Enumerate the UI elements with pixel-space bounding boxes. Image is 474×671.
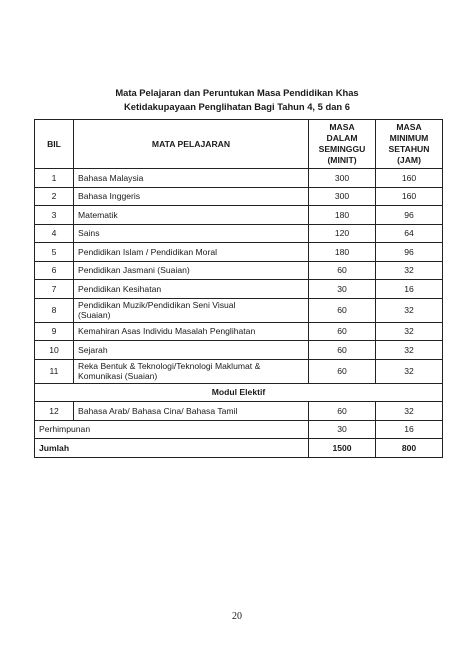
table-row bbox=[35, 187, 443, 206]
cell-yearly: 32 bbox=[376, 359, 443, 383]
cell-weekly: 300 bbox=[309, 169, 376, 188]
cell-weekly: 120 bbox=[309, 224, 376, 243]
cell-weekly: 60 bbox=[309, 261, 376, 280]
table-row bbox=[35, 206, 443, 225]
cell-subject: Perhimpunan bbox=[35, 420, 309, 439]
table-row bbox=[35, 280, 443, 299]
table-row bbox=[35, 243, 443, 262]
cell-yearly: 32 bbox=[376, 341, 443, 360]
cell-bil: 1 bbox=[35, 169, 74, 188]
total-weekly: 1500 bbox=[309, 439, 376, 458]
cell-bil: 4 bbox=[35, 224, 74, 243]
cell-weekly: 60 bbox=[309, 341, 376, 360]
table-row bbox=[35, 169, 443, 188]
cell-weekly: 60 bbox=[309, 298, 376, 322]
table-row bbox=[35, 402, 443, 421]
elective-header: Modul Elektif bbox=[35, 383, 443, 402]
cell-subject: Sains bbox=[74, 224, 309, 243]
title-line-1: Mata Pelajaran dan Peruntukan Masa Pendidikan Khas bbox=[115, 87, 359, 98]
cell-bil: 9 bbox=[35, 322, 74, 341]
page-number: 20 bbox=[232, 611, 242, 622]
cell-subject: Pendidikan Kesihatan bbox=[74, 280, 309, 299]
cell-bil: 3 bbox=[35, 206, 74, 225]
cell-weekly: 180 bbox=[309, 206, 376, 225]
cell-weekly: 30 bbox=[309, 280, 376, 299]
title-line-2: Ketidakupayaan Penglihatan Bagi Tahun 4, 5 dan 6 bbox=[124, 101, 350, 112]
cell-subject: Pendidikan Jasmani (Suaian) bbox=[74, 261, 309, 280]
cell-bil: 12 bbox=[35, 402, 74, 421]
cell-yearly: 160 bbox=[376, 169, 443, 188]
table-row bbox=[35, 261, 443, 280]
cell-bil: 6 bbox=[35, 261, 74, 280]
elective-header-row bbox=[35, 383, 443, 402]
cell-weekly: 60 bbox=[309, 359, 376, 383]
cell-yearly: 32 bbox=[376, 261, 443, 280]
subjects-table bbox=[34, 119, 443, 458]
cell-subject: Kemahiran Asas Individu Masalah Penglihatan bbox=[74, 322, 309, 341]
cell-subject: Bahasa Inggeris bbox=[74, 187, 309, 206]
table-row bbox=[35, 359, 443, 383]
table-header-row bbox=[35, 120, 443, 169]
cell-yearly: 64 bbox=[376, 224, 443, 243]
cell-yearly: 96 bbox=[376, 243, 443, 262]
cell-yearly: 16 bbox=[376, 420, 443, 439]
total-row bbox=[35, 439, 443, 458]
cell-weekly: 300 bbox=[309, 187, 376, 206]
cell-bil: 7 bbox=[35, 280, 74, 299]
header-yearly: MASA MINIMUM SETAHUN (JAM) bbox=[376, 120, 443, 169]
cell-weekly: 60 bbox=[309, 402, 376, 421]
cell-subject: Bahasa Malaysia bbox=[74, 169, 309, 188]
cell-weekly: 180 bbox=[309, 243, 376, 262]
page-title bbox=[0, 86, 474, 114]
cell-weekly: 60 bbox=[309, 322, 376, 341]
table-row bbox=[35, 341, 443, 360]
cell-bil: 5 bbox=[35, 243, 74, 262]
cell-subject: Matematik bbox=[74, 206, 309, 225]
cell-yearly: 32 bbox=[376, 402, 443, 421]
cell-subject: Reka Bentuk & Teknologi/Teknologi Maklumat & Komunikasi (Suaian) bbox=[74, 359, 309, 383]
total-label: Jumlah bbox=[35, 439, 309, 458]
cell-weekly: 30 bbox=[309, 420, 376, 439]
table-row bbox=[35, 322, 443, 341]
cell-yearly: 160 bbox=[376, 187, 443, 206]
cell-bil: 8 bbox=[35, 298, 74, 322]
cell-bil: 11 bbox=[35, 359, 74, 383]
table-row bbox=[35, 298, 443, 322]
cell-yearly: 32 bbox=[376, 298, 443, 322]
header-bil: BIL bbox=[35, 120, 74, 169]
cell-yearly: 16 bbox=[376, 280, 443, 299]
cell-subject: Sejarah bbox=[74, 341, 309, 360]
cell-yearly: 32 bbox=[376, 322, 443, 341]
total-yearly: 800 bbox=[376, 439, 443, 458]
cell-subject: Bahasa Arab/ Bahasa Cina/ Bahasa Tamil bbox=[74, 402, 309, 421]
cell-bil: 2 bbox=[35, 187, 74, 206]
cell-subject: Pendidikan Muzik/Pendidikan Seni Visual (Suaian) bbox=[74, 298, 309, 322]
cell-yearly: 96 bbox=[376, 206, 443, 225]
header-subject: MATA PELAJARAN bbox=[74, 120, 309, 169]
header-weekly: MASA DALAM SEMINGGU (MINIT) bbox=[309, 120, 376, 169]
table-row bbox=[35, 224, 443, 243]
assembly-row bbox=[35, 420, 443, 439]
cell-bil: 10 bbox=[35, 341, 74, 360]
cell-subject: Pendidikan Islam / Pendidikan Moral bbox=[74, 243, 309, 262]
